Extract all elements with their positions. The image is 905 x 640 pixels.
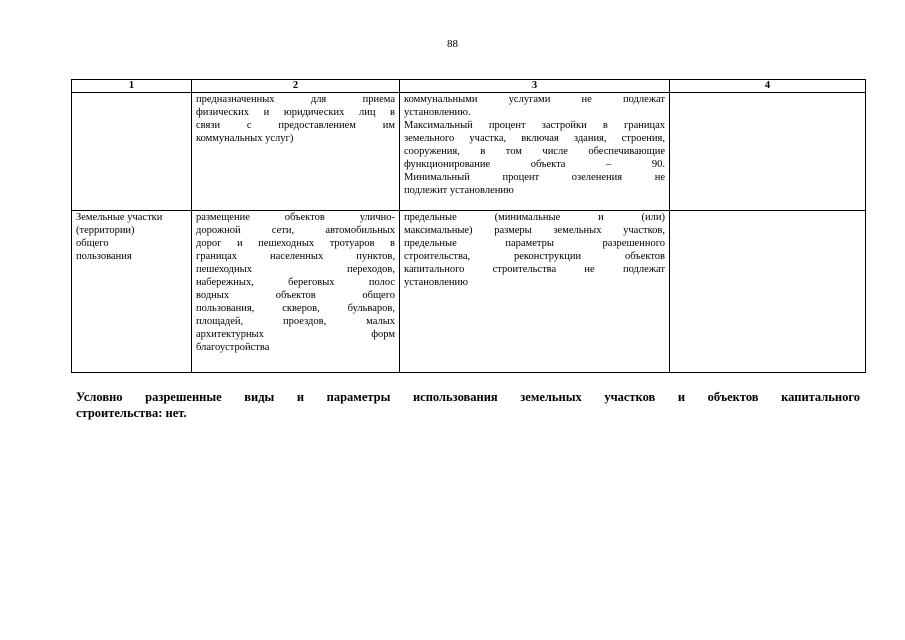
cell-text-line: физических и юридических лиц в <box>196 107 395 118</box>
cell-text-line: пешеходных переходов, <box>196 264 395 275</box>
table-header-row <box>72 80 866 93</box>
cell-text-line: сооружения, в том числе обеспечивающие <box>404 146 665 157</box>
cell-text-line: земельного участка, включая здания, строения, <box>404 133 665 144</box>
cell-text-line: площадей, проездов, малых <box>196 316 395 327</box>
regulations-table <box>71 79 866 373</box>
cell-text-line: функционирование объекта – 90. <box>404 159 665 170</box>
cell-text-line: Минимальный процент озеленения не <box>404 172 665 183</box>
cell-text-line: Максимальный процент застройки в границах <box>404 120 665 131</box>
column-header-4: 4 <box>670 80 866 93</box>
page-number: 88 <box>447 38 458 50</box>
cell-text-line: размещение объектов улично- <box>196 212 395 223</box>
cell-text-line: Земельные участки <box>76 212 163 223</box>
statement-line: строительства: нет. <box>76 406 187 420</box>
table-cell-4 <box>670 211 866 373</box>
cell-text-line: границах населенных пунктов, <box>196 251 395 262</box>
cell-text-line: подлежит установлению <box>404 185 514 196</box>
cell-text-line: предельные параметры разрешенного <box>404 238 665 249</box>
cell-text-line: установлению. <box>404 107 471 118</box>
cell-text-line: архитектурных форм <box>196 329 395 340</box>
cell-text-line: водных объектов общего <box>196 290 395 301</box>
cell-text-line: предельные (минимальные и (или) <box>404 212 665 223</box>
column-header-1: 1 <box>72 80 192 93</box>
table-cell-4 <box>670 93 866 211</box>
table-cell-1 <box>72 93 192 211</box>
cell-text-line: установлению <box>404 277 468 288</box>
cell-text-line: пользования <box>76 251 132 262</box>
table-cell-1 <box>72 211 192 373</box>
cell-text-line: максимальные) размеры земельных участков, <box>404 225 665 236</box>
cell-text-line: благоустройства <box>196 342 270 353</box>
cell-text-line: капитального строительства не подлежат <box>404 264 665 275</box>
table-cell-3 <box>400 211 670 373</box>
column-header-2: 2 <box>192 80 400 93</box>
cell-text-line: связи с предоставлением им <box>196 120 395 131</box>
cell-text-line: коммунальными услугами не подлежат <box>404 94 665 105</box>
table-body <box>72 93 866 373</box>
table-cell-2 <box>192 211 400 373</box>
cell-text-line: дорог и пешеходных тротуаров в <box>196 238 395 249</box>
cell-text-line: набережных, береговых полос <box>196 277 395 288</box>
cell-text-line: дорожной сети, автомобильных <box>196 225 395 236</box>
table-row <box>72 93 866 211</box>
conditional-uses-statement <box>76 389 860 421</box>
cell-text-line: общего <box>76 238 109 249</box>
cell-text-line: коммунальных услуг) <box>196 133 294 144</box>
table-cell-3 <box>400 93 670 211</box>
cell-text-line: (территории) <box>76 225 135 236</box>
statement-line: Условно разрешенные виды и параметры использования земельных участков и объектов капитального <box>76 390 860 404</box>
table-cell-2 <box>192 93 400 211</box>
cell-text-line: пользования, скверов, бульваров, <box>196 303 395 314</box>
cell-text-line: предназначенных для приема <box>196 94 395 105</box>
cell-text-line: строительства, реконструкции объектов <box>404 251 665 262</box>
table-row <box>72 211 866 373</box>
column-header-3: 3 <box>400 80 670 93</box>
